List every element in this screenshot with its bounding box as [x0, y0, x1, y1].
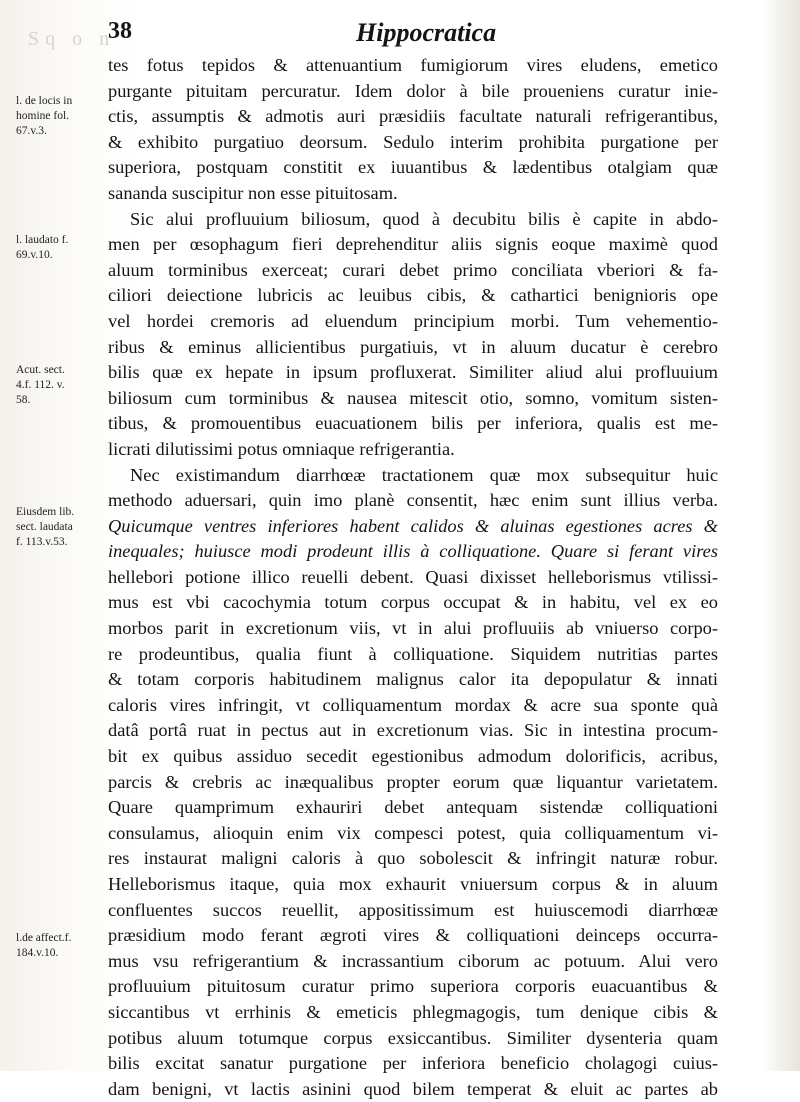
- text-line: ribus & eminus allicientibus purgatiuis, vt in aluum ducatur è cerebro: [108, 336, 718, 357]
- text-line: re prodeuntibus, qualia fiunt à colliquatione. Siquidem nutritias partes: [108, 643, 718, 664]
- text-line: ctis, assumptis & admotis auri præsidiis facultate naturali refrigerantibus,: [108, 106, 718, 127]
- text-line: tes fotus tepidos & attenuantium fumigiorum vires eludens, emetico: [108, 55, 718, 75]
- text-line: bit ex quibus assiduo secedit egestionibus admodum dolorificis, acribus,: [108, 746, 718, 767]
- text-line: ciliori deiectione lubricis ac leuibus cibis, & cathartici benignioris ope: [108, 285, 718, 306]
- page-edge-shadow: [764, 0, 800, 1071]
- margin-note-line: l. de locis in: [16, 95, 73, 107]
- quotation-line: Quicumque ventres inferiores habent calidos & aluinas egestiones acres &: [108, 515, 718, 536]
- text-line: Helleborismus itaque, quia mox exhaurit vniuersum corpus & in aluum: [108, 874, 718, 894]
- margin-note-line: f. 113.v.53.: [16, 536, 68, 548]
- text-line: res instaurat maligni caloris à quo sobolescit & infringit naturæ robur.: [108, 848, 718, 869]
- margin-note: [16, 94, 102, 139]
- text-line: hellebori potione illico reuelli debent. Quasi dixisset helleborismus vtilissi-: [108, 566, 718, 587]
- margin-note-line: homine fol.: [16, 110, 70, 122]
- text-line: aluum torminibus exerceat; curari debet primo conciliata vberiori & fa-: [108, 259, 718, 280]
- text-line: methodo aduersari, quin imo planè consentit, hæc enim sunt illius verba.: [108, 490, 718, 511]
- margin-note-line: 184.v.10.: [16, 947, 59, 959]
- page-header: [108, 18, 708, 48]
- text-line: datâ portâ ruat in pectus aut in excretionum vias. Sic in intestina procum-: [108, 720, 718, 741]
- text-line: & totam corporis habitudinem malignus calor ita depopulatur & innati: [108, 669, 718, 690]
- text-line: profluuium pituitosum curatur primo superiora corporis euacuantibus &: [108, 976, 718, 997]
- text-line: confluentes succos reuellit, appositissimum est huiuscemodi diarrhœæ: [108, 899, 718, 920]
- margin-note: [16, 931, 102, 961]
- margin-note: [16, 505, 102, 550]
- margin-note-line: Eiusdem lib.: [16, 506, 75, 518]
- margin-note-line: 4.f. 112. v.: [16, 379, 65, 391]
- text-line: licrati dilutissimi potus omniaque refrigerantia.: [108, 438, 455, 459]
- text-line: præsidium modo ferant ægroti vires & colliquationi deinceps occurra-: [108, 925, 718, 946]
- text-line: bilis quæ ex hepate in ipsum profluxerat. Similiter aliud alui profluuium: [108, 362, 718, 383]
- text-line: consulamus, alioquin enim vix compesci potest, quia colliquamentum vi-: [108, 822, 718, 843]
- text-line: mus est vbi cacochymia totum corpus occupat & in habitu, vel ex eo: [108, 592, 718, 613]
- margin-note-line: sect. laudata: [16, 521, 73, 533]
- text-line: men per œsophagum fieri deprehenditur aliis signis eoque maximè quod: [108, 234, 718, 255]
- text-line: Quare quamprimum exhauriri debet antequam sistendæ colliquationi: [108, 797, 718, 818]
- margin-note-line: 58.: [16, 394, 31, 406]
- text-line: parcis & crebris ac inæqualibus propter eorum quæ liquantur varietatem.: [108, 771, 718, 792]
- text-line: vel hordei cremoris ad eluendum principium morbi. Tum vehementio-: [108, 310, 718, 331]
- text-line: biliosum cum torminibus & nausea mitescit otio, somno, vomitum sisten-: [108, 387, 718, 408]
- margin-note-line: 67.v.3.: [16, 125, 47, 137]
- margin-note-line: l. laudato f.: [16, 234, 69, 246]
- margin-note-line: 69.v.10.: [16, 249, 53, 261]
- body-text: [108, 53, 718, 1102]
- text-line: Nec existimandum diarrhœæ tractationem quæ mox subsequitur huic: [130, 464, 718, 485]
- text-line: caloris vires infringit, vt colliquamentum mordax & acre sua sponte quà: [108, 694, 718, 715]
- text-line: dam benigni, vt lactis asinini quod bilem temperat & eluit ac partes ab: [108, 1078, 718, 1099]
- running-title: Hippocratica: [356, 18, 497, 47]
- margin-note-line: Acut. sect.: [16, 364, 65, 376]
- text-line: tibus, & promouentibus euacuationem bilis per inferiora, qualis est me-: [108, 413, 718, 434]
- margin-note: [16, 363, 102, 408]
- text-line: morbos parit in excretionum viis, vt in alui profluuiis ab vniuerso corpo-: [108, 618, 718, 639]
- text-line: siccantibus vt errhinis & emeticis phlegmagogis, tum denique cibis &: [108, 1001, 718, 1022]
- text-line: purgante pituitam percuratur. Idem dolor à bile proueniens curatur inie-: [108, 80, 718, 101]
- margin-note-line: l.de affect.f.: [16, 932, 72, 944]
- text-line: superiora, postquam constitit ex iuuantibus & lædentibus otalgiam quæ: [108, 157, 718, 178]
- text-line: & exhibito purgatiuo deorsum. Sedulo interim prohibita purgatione per: [108, 131, 718, 152]
- quotation-line: inequales; huiusce modi prodeunt illis à colliquatione. Quare si ferant vires: [108, 541, 718, 562]
- margin-note: [16, 233, 102, 263]
- text-line: potibus aluum totumque corpus exsiccantibus. Similiter dysenteria quam: [108, 1027, 718, 1048]
- text-line: mus vsu refrigerantium & incrassantium ciborum ac potuum. Alui vero: [108, 950, 718, 971]
- text-line: Sic alui profluuium biliosum, quod à decubitu bilis è capite in abdo-: [130, 208, 718, 229]
- page-number: 38: [108, 18, 132, 44]
- text-line: sananda suscipitur non esse pituitosam.: [108, 182, 398, 203]
- text-line: bilis excitat sanatur purgatione per inferiora beneficio cholagogi cuius-: [108, 1053, 718, 1074]
- bleed-through-text: Sq o n: [28, 28, 116, 50]
